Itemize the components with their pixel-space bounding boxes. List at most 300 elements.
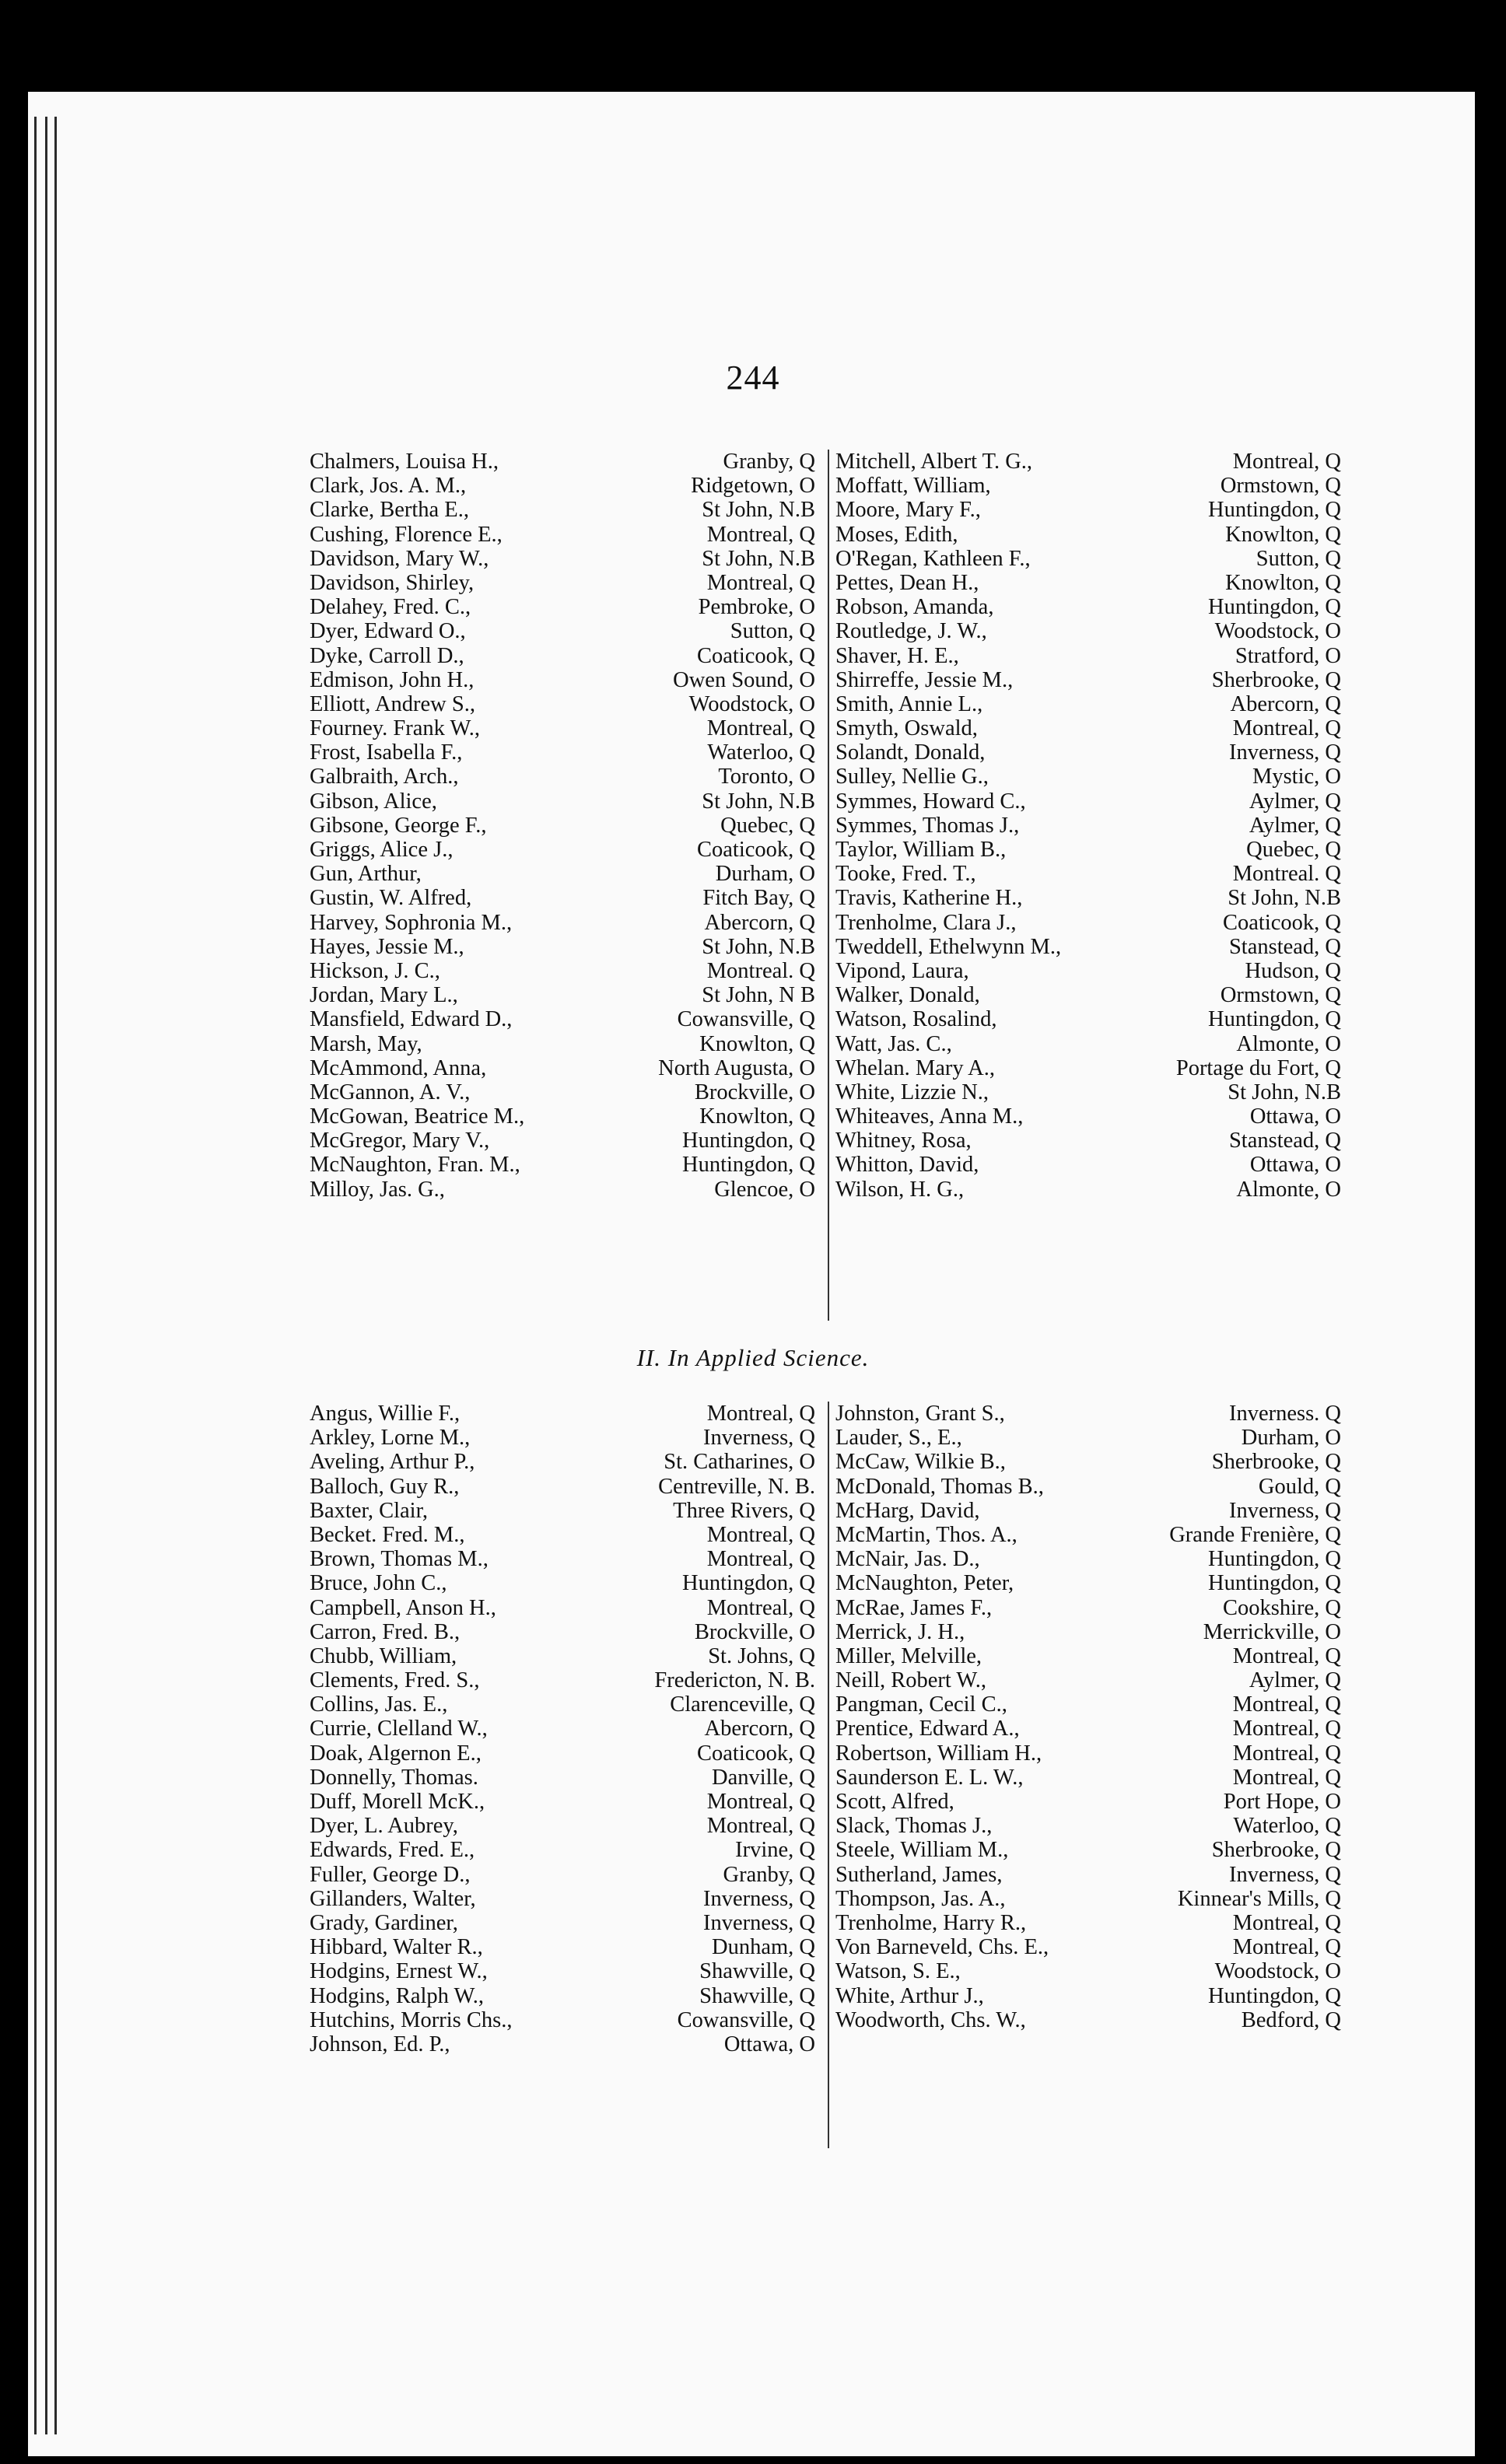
list-entry (835, 1838, 1341, 1862)
entry-name: Robertson, William H., (835, 1741, 1042, 1766)
entry-place: Danville, Q (712, 1765, 815, 1790)
entry-place: Montreal, Q (1232, 1765, 1341, 1790)
entry-name: Galbraith, Arch., (310, 765, 459, 789)
list-entry (310, 2008, 815, 2032)
list-entry (310, 1814, 815, 1838)
entry-place: Knowlton, Q (1225, 570, 1341, 595)
entry-name: Moore, Mary F., (835, 498, 981, 523)
entry-place: Coaticook, Q (697, 1741, 815, 1766)
list-entry (835, 1959, 1341, 1983)
entry-place: Gould, Q (1258, 1474, 1341, 1499)
column-divider (828, 1402, 829, 2148)
entry-place: Bedford, Q (1241, 2007, 1341, 2032)
entry-name: Aveling, Arthur P., (310, 1450, 475, 1475)
entry-place: Huntingdon, Q (682, 1153, 815, 1178)
entry-place: Montreal, Q (706, 522, 815, 547)
entry-name: McGowan, Beatrice M., (310, 1104, 525, 1129)
entry-place: Woodstock, O (688, 691, 815, 716)
entry-place: Montreal, Q (1232, 450, 1341, 474)
list-entry (310, 1596, 815, 1620)
list-entry (835, 1450, 1341, 1474)
list-entry (310, 1080, 815, 1104)
entry-name: Elliott, Andrew S., (310, 691, 475, 716)
list-entry (835, 1547, 1341, 1571)
entry-place: Huntingdon, Q (1208, 595, 1341, 620)
entry-place: Sutton, Q (1256, 546, 1341, 571)
entry-name: Tweddell, Ethelwynn M., (835, 934, 1062, 959)
list-entry (310, 1935, 815, 1959)
list-entry (310, 1104, 815, 1129)
page-number: 244 (726, 359, 780, 397)
entry-name: Hibbard, Walter R., (310, 1935, 483, 1960)
entry-place: Montreal, Q (1232, 1741, 1341, 1766)
entry-name: Smith, Annie L., (835, 691, 983, 716)
entry-name: Cushing, Florence E., (310, 522, 503, 547)
entry-name: Routledge, J. W., (835, 619, 987, 644)
entry-place: Toronto, O (718, 765, 815, 789)
entry-place: Montreal, Q (706, 570, 815, 595)
list-entry (310, 450, 815, 474)
entry-place: Montreal, Q (706, 1790, 815, 1814)
entry-place: St John, N.B (1228, 886, 1341, 911)
list-entry (310, 1959, 815, 1983)
entry-name: Campbell, Anson H., (310, 1595, 496, 1620)
entry-name: Robson, Amanda, (835, 595, 994, 620)
entry-name: Whiteaves, Anna M., (835, 1104, 1024, 1129)
list-entry (835, 692, 1341, 716)
entry-place: Stratford, O (1235, 643, 1341, 668)
entry-name: Griggs, Alice J., (310, 838, 454, 862)
list-entry (310, 716, 815, 740)
entry-place: St. Catharines, O (664, 1450, 815, 1475)
list-entry (835, 1475, 1341, 1499)
entry-place: Ottawa, O (1249, 1153, 1341, 1178)
entry-name: Sulley, Nellie G., (835, 765, 989, 789)
list-entry (310, 814, 815, 838)
entry-name: Tooke, Fred. T., (835, 862, 976, 887)
entry-name: Taylor, William B., (835, 838, 1007, 862)
list-entry (310, 474, 815, 498)
list-entry (310, 1402, 815, 1426)
list-entry (310, 547, 815, 571)
entry-name: Becket. Fred. M., (310, 1522, 465, 1547)
entry-name: O'Regan, Kathleen F., (835, 546, 1031, 571)
entry-name: Chalmers, Louisa H., (310, 450, 499, 474)
entry-place: St John, N.B (1228, 1080, 1341, 1104)
entry-place: St John, N.B (702, 498, 815, 523)
entry-name: Clements, Fred. S., (310, 1668, 480, 1693)
entry-name: McAmmond, Anna, (310, 1055, 487, 1080)
list-entry (835, 1692, 1341, 1717)
entry-name: Prentice, Edward A., (835, 1717, 1020, 1741)
list-entry (310, 1129, 815, 1153)
list-entry (835, 1596, 1341, 1620)
entry-place: St John, N.B (702, 789, 815, 814)
list-entry (835, 571, 1341, 595)
entry-name: Whelan. Mary A., (835, 1055, 995, 1080)
list-entry (835, 474, 1341, 498)
entry-name: Gun, Arthur, (310, 862, 422, 887)
list-entry (835, 1620, 1341, 1644)
list-entry (310, 2032, 815, 2056)
list-entry (310, 886, 815, 910)
entry-place: Waterloo, Q (707, 740, 815, 765)
entry-name: Pangman, Cecil C., (835, 1692, 1007, 1717)
entry-name: McRae, James F., (835, 1595, 993, 1620)
entry-place: Fitch Bay, Q (702, 886, 815, 911)
entry-place: Almonte, O (1236, 1177, 1341, 1202)
entry-place: Huntingdon, Q (1208, 1983, 1341, 2008)
entry-name: Delahey, Fred. C., (310, 595, 471, 620)
list-entry (835, 740, 1341, 765)
list-entry (310, 1741, 815, 1766)
entry-name: Johnson, Ed. P., (310, 2032, 450, 2056)
column-divider (828, 450, 829, 1321)
entry-place: Fredericton, N. B. (654, 1668, 815, 1693)
entry-place: Woodstock, O (1214, 619, 1341, 644)
entry-place: Stanstead, Q (1228, 934, 1341, 959)
list-entry (835, 1104, 1341, 1129)
list-entry (310, 1668, 815, 1692)
list-entry (835, 862, 1341, 886)
list-entry (835, 838, 1341, 862)
entry-place: Huntingdon, Q (1208, 1571, 1341, 1596)
entry-name: Hayes, Jessie M., (310, 934, 464, 959)
list-entry (835, 668, 1341, 692)
entry-place: Granby, Q (723, 450, 815, 474)
entry-place: Grande Frenière, Q (1169, 1522, 1341, 1547)
entry-place: Owen Sound, O (673, 667, 815, 692)
entry-place: Waterloo, Q (1233, 1814, 1341, 1839)
entry-name: Neill, Robert W., (835, 1668, 986, 1693)
list-entry (835, 1007, 1341, 1031)
entry-place: Inverness, Q (702, 1426, 815, 1451)
entry-name: McGannon, A. V., (310, 1080, 471, 1104)
entry-place: North Augusta, O (658, 1055, 815, 1080)
right-column (835, 450, 1341, 1202)
entry-name: Steele, William M., (835, 1838, 1009, 1863)
entry-name: Travis, Katherine H., (835, 886, 1023, 911)
entry-name: Watt, Jas. C., (835, 1031, 952, 1056)
entry-place: Huntingdon, Q (1208, 1547, 1341, 1572)
list-entry (835, 1523, 1341, 1547)
section-heading: II. In Applied Science. (636, 1344, 870, 1371)
entry-place: Montreal, Q (706, 1547, 815, 1572)
list-entry (835, 498, 1341, 522)
list-entry (835, 935, 1341, 959)
entry-place: Dunham, Q (712, 1935, 815, 1960)
entry-name: Doak, Algernon E., (310, 1741, 482, 1766)
entry-place: Quebec, Q (720, 813, 815, 838)
entry-name: Von Barneveld, Chs. E., (835, 1935, 1049, 1960)
list-entry (835, 911, 1341, 935)
entry-place: St John, N.B (702, 546, 815, 571)
list-entry (310, 1984, 815, 2008)
list-entry (310, 838, 815, 862)
entry-place: Montreal, Q (1232, 1643, 1341, 1668)
list-entry (835, 1741, 1341, 1766)
list-entry (310, 1153, 815, 1177)
entry-place: Sutton, Q (730, 619, 815, 644)
entry-name: Davidson, Mary W., (310, 546, 489, 571)
list-entry (835, 1426, 1341, 1450)
entry-name: Dyer, L. Aubrey, (310, 1814, 458, 1839)
list-entry (835, 959, 1341, 983)
list-entry (310, 1911, 815, 1935)
list-entry (835, 1863, 1341, 1887)
entry-name: Moses, Edith, (835, 522, 958, 547)
entry-name: Milloy, Jas. G., (310, 1177, 445, 1202)
entry-name: McNaughton, Peter, (835, 1571, 1014, 1596)
list-entry (835, 1499, 1341, 1523)
entry-name: Harvey, Sophronia M., (310, 910, 513, 935)
list-entry (835, 814, 1341, 838)
entry-name: Duff, Morell McK., (310, 1790, 485, 1814)
entry-place: Abercorn, Q (704, 910, 815, 935)
list-entry (835, 765, 1341, 789)
entry-name: Frost, Isabella F., (310, 740, 463, 765)
list-entry (835, 1402, 1341, 1426)
entry-name: Hickson, J. C., (310, 958, 440, 983)
entry-place: Hudson, Q (1245, 958, 1341, 983)
entry-name: Gibson, Alice, (310, 789, 437, 814)
entry-place: Granby, Q (723, 1862, 815, 1887)
entry-place: Cookshire, Q (1223, 1595, 1341, 1620)
list-entry (835, 1153, 1341, 1177)
entry-place: Montreal, Q (706, 1595, 815, 1620)
list-entry (835, 2008, 1341, 2032)
list-entry (310, 1007, 815, 1031)
entry-place: Irvine, Q (735, 1838, 815, 1863)
list-entry (310, 1547, 815, 1571)
entry-name: Chubb, William, (310, 1643, 457, 1668)
list-entry (835, 523, 1341, 547)
entry-name: McNair, Jas. D., (835, 1547, 980, 1572)
entry-name: Collins, Jas. E., (310, 1692, 448, 1717)
list-entry (310, 1571, 815, 1595)
entry-place: Inverness, Q (702, 1910, 815, 1935)
entry-name: Vipond, Laura, (835, 958, 969, 983)
list-entry (310, 571, 815, 595)
entry-place: Port Hope, O (1223, 1790, 1341, 1814)
entry-name: White, Arthur J., (835, 1983, 984, 2008)
entry-name: Dyer, Edward O., (310, 619, 466, 644)
entry-place: Montreal, Q (1232, 1717, 1341, 1741)
list-entry (310, 935, 815, 959)
entry-place: Mystic, O (1252, 765, 1341, 789)
list-entry (835, 1911, 1341, 1935)
entry-name: Jordan, Mary L., (310, 983, 458, 1008)
entry-name: Whitney, Rosa, (835, 1129, 972, 1153)
list-entry (835, 547, 1341, 571)
list-entry (835, 1080, 1341, 1104)
list-entry (835, 1984, 1341, 2008)
entry-place: Woodstock, O (1214, 1959, 1341, 1984)
entry-place: St John, N B (702, 983, 815, 1008)
entry-place: Merrickville, O (1203, 1619, 1341, 1644)
entry-place: Montreal, Q (706, 1522, 815, 1547)
entry-name: McCaw, Wilkie B., (835, 1450, 1006, 1475)
entry-name: Johnston, Grant S., (835, 1402, 1005, 1426)
entry-place: Durham, O (715, 862, 815, 887)
list-entry (835, 644, 1341, 668)
entry-name: Hodgins, Ralph W., (310, 1983, 485, 2008)
entry-place: Montreal, Q (1232, 716, 1341, 741)
list-entry (835, 886, 1341, 910)
entry-place: Kinnear's Mills, Q (1177, 1886, 1341, 1911)
entry-name: Whitton, David, (835, 1153, 979, 1178)
list-entry (835, 1571, 1341, 1595)
entry-name: Grady, Gardiner, (310, 1910, 458, 1935)
list-entry (835, 983, 1341, 1007)
entry-place: Inverness, Q (1228, 1862, 1341, 1887)
entry-name: Thompson, Jas. A., (835, 1886, 1006, 1911)
left-column (310, 1402, 815, 2056)
entry-name: Symmes, Thomas J., (835, 813, 1020, 838)
list-entry (310, 1887, 815, 1911)
entry-name: Slack, Thomas J., (835, 1814, 993, 1839)
list-entry (310, 1523, 815, 1547)
entry-name: Trenholme, Harry R., (835, 1910, 1027, 1935)
entry-place: Montreal, Q (706, 1402, 815, 1426)
entry-place: Three Rivers, Q (673, 1498, 815, 1523)
entry-place: Ottawa, O (723, 2032, 815, 2056)
entry-name: McGregor, Mary V., (310, 1129, 490, 1153)
list-entry (310, 1056, 815, 1080)
entry-name: Mansfield, Edward D., (310, 1007, 513, 1032)
entry-place: Huntingdon, Q (682, 1571, 815, 1596)
entry-place: Montreal, Q (1232, 1935, 1341, 1960)
entry-place: Montreal, Q (1232, 1692, 1341, 1717)
entry-name: Wilson, H. G., (835, 1177, 965, 1202)
entry-name: Mitchell, Albert T. G., (835, 450, 1033, 474)
entry-name: Saunderson E. L. W., (835, 1765, 1024, 1790)
entry-name: White, Lizzie N., (835, 1080, 989, 1104)
list-entry (835, 1935, 1341, 1959)
entry-name: McNaughton, Fran. M., (310, 1153, 520, 1178)
entry-name: Solandt, Donald, (835, 740, 986, 765)
entry-place: Huntingdon, Q (1208, 498, 1341, 523)
entry-place: Brockville, O (694, 1619, 815, 1644)
entry-place: Aylmer, Q (1249, 1668, 1341, 1693)
list-entry (310, 1032, 815, 1056)
list-entry (835, 716, 1341, 740)
list-entry (835, 1717, 1341, 1741)
list-entry (835, 789, 1341, 814)
entry-place: Brockville, O (694, 1080, 815, 1104)
entry-name: Shaver, H. E., (835, 643, 959, 668)
list-entry (835, 1056, 1341, 1080)
entry-place: Ottawa, O (1249, 1104, 1341, 1129)
entry-place: Glencoe, O (714, 1177, 815, 1202)
page-edge-line (54, 117, 57, 2434)
entry-place: St. Johns, Q (708, 1643, 815, 1668)
list-entry (310, 668, 815, 692)
entry-place: Sherbrooke, Q (1211, 1838, 1341, 1863)
entry-name: Carron, Fred. B., (310, 1619, 461, 1644)
entry-place: Huntingdon, Q (682, 1129, 815, 1153)
page-edge-line (34, 117, 37, 2434)
entry-name: Gustin, W. Alfred, (310, 886, 472, 911)
entry-place: Quebec, Q (1246, 838, 1341, 862)
list-entry (310, 1426, 815, 1450)
list-entry (835, 1668, 1341, 1692)
list-entry (310, 911, 815, 935)
section-arts-list (310, 450, 1341, 1202)
list-entry (310, 1838, 815, 1862)
entry-place: Ridgetown, O (691, 474, 815, 499)
entry-place: Inverness, Q (1228, 1498, 1341, 1523)
entry-place: Centreville, N. B. (658, 1474, 815, 1499)
entry-place: Aylmer, Q (1249, 789, 1341, 814)
list-entry (310, 1620, 815, 1644)
entry-name: McDonald, Thomas B., (835, 1474, 1044, 1499)
list-entry (310, 959, 815, 983)
entry-name: Smyth, Oswald, (835, 716, 978, 741)
entry-place: Sherbrooke, Q (1211, 1450, 1341, 1475)
entry-name: Watson, S. E., (835, 1959, 961, 1984)
entry-place: Coaticook, Q (697, 643, 815, 668)
entry-place: Coaticook, Q (1223, 910, 1341, 935)
entry-name: McHarg, David, (835, 1498, 980, 1523)
entry-name: Woodworth, Chs. W., (835, 2007, 1026, 2032)
list-entry (310, 789, 815, 814)
list-entry (835, 1790, 1341, 1814)
entry-name: Watson, Rosalind, (835, 1007, 997, 1032)
list-entry (310, 1475, 815, 1499)
entry-place: Portage du Fort, Q (1175, 1055, 1341, 1080)
list-entry (310, 1450, 815, 1474)
entry-place: Knowlton, Q (699, 1031, 815, 1056)
list-entry (310, 1790, 815, 1814)
entry-name: Hutchins, Morris Chs., (310, 2007, 513, 2032)
list-entry (310, 1766, 815, 1790)
entry-name: Clarke, Bertha E., (310, 498, 469, 523)
entry-name: Clark, Jos. A. M., (310, 474, 467, 499)
entry-name: Moffatt, William, (835, 474, 991, 499)
list-entry (310, 862, 815, 886)
list-entry (310, 595, 815, 619)
entry-name: Baxter, Clair, (310, 1498, 429, 1523)
right-column (835, 1402, 1341, 2056)
section-applied-science-list (310, 1402, 1341, 2056)
entry-name: Scott, Alfred, (835, 1790, 954, 1814)
list-entry (835, 1032, 1341, 1056)
entry-place: Abercorn, Q (704, 1717, 815, 1741)
entry-name: McMartin, Thos. A., (835, 1522, 1017, 1547)
list-entry (310, 523, 815, 547)
list-entry (310, 692, 815, 716)
entry-name: Symmes, Howard C., (835, 789, 1026, 814)
entry-place: Abercorn, Q (1230, 691, 1341, 716)
entry-name: Edmison, John H., (310, 667, 475, 692)
entry-place: Cowansville, Q (677, 1007, 815, 1032)
entry-place: Almonte, O (1236, 1031, 1341, 1056)
entry-place: Knowlton, Q (1225, 522, 1341, 547)
paper-sheet (28, 92, 1475, 2456)
list-entry (310, 1499, 815, 1523)
entry-name: Miller, Melville, (835, 1643, 982, 1668)
entry-name: Angus, Willie F., (310, 1402, 461, 1426)
entry-place: Knowlton, Q (699, 1104, 815, 1129)
entry-name: Balloch, Guy R., (310, 1474, 460, 1499)
entry-place: Inverness. Q (1228, 1402, 1341, 1426)
entry-name: Arkley, Lorne M., (310, 1426, 471, 1451)
page-edge-line (45, 117, 47, 2434)
entry-place: Coaticook, Q (697, 838, 815, 862)
entry-place: Inverness, Q (1228, 740, 1341, 765)
entry-name: Bruce, John C., (310, 1571, 447, 1596)
